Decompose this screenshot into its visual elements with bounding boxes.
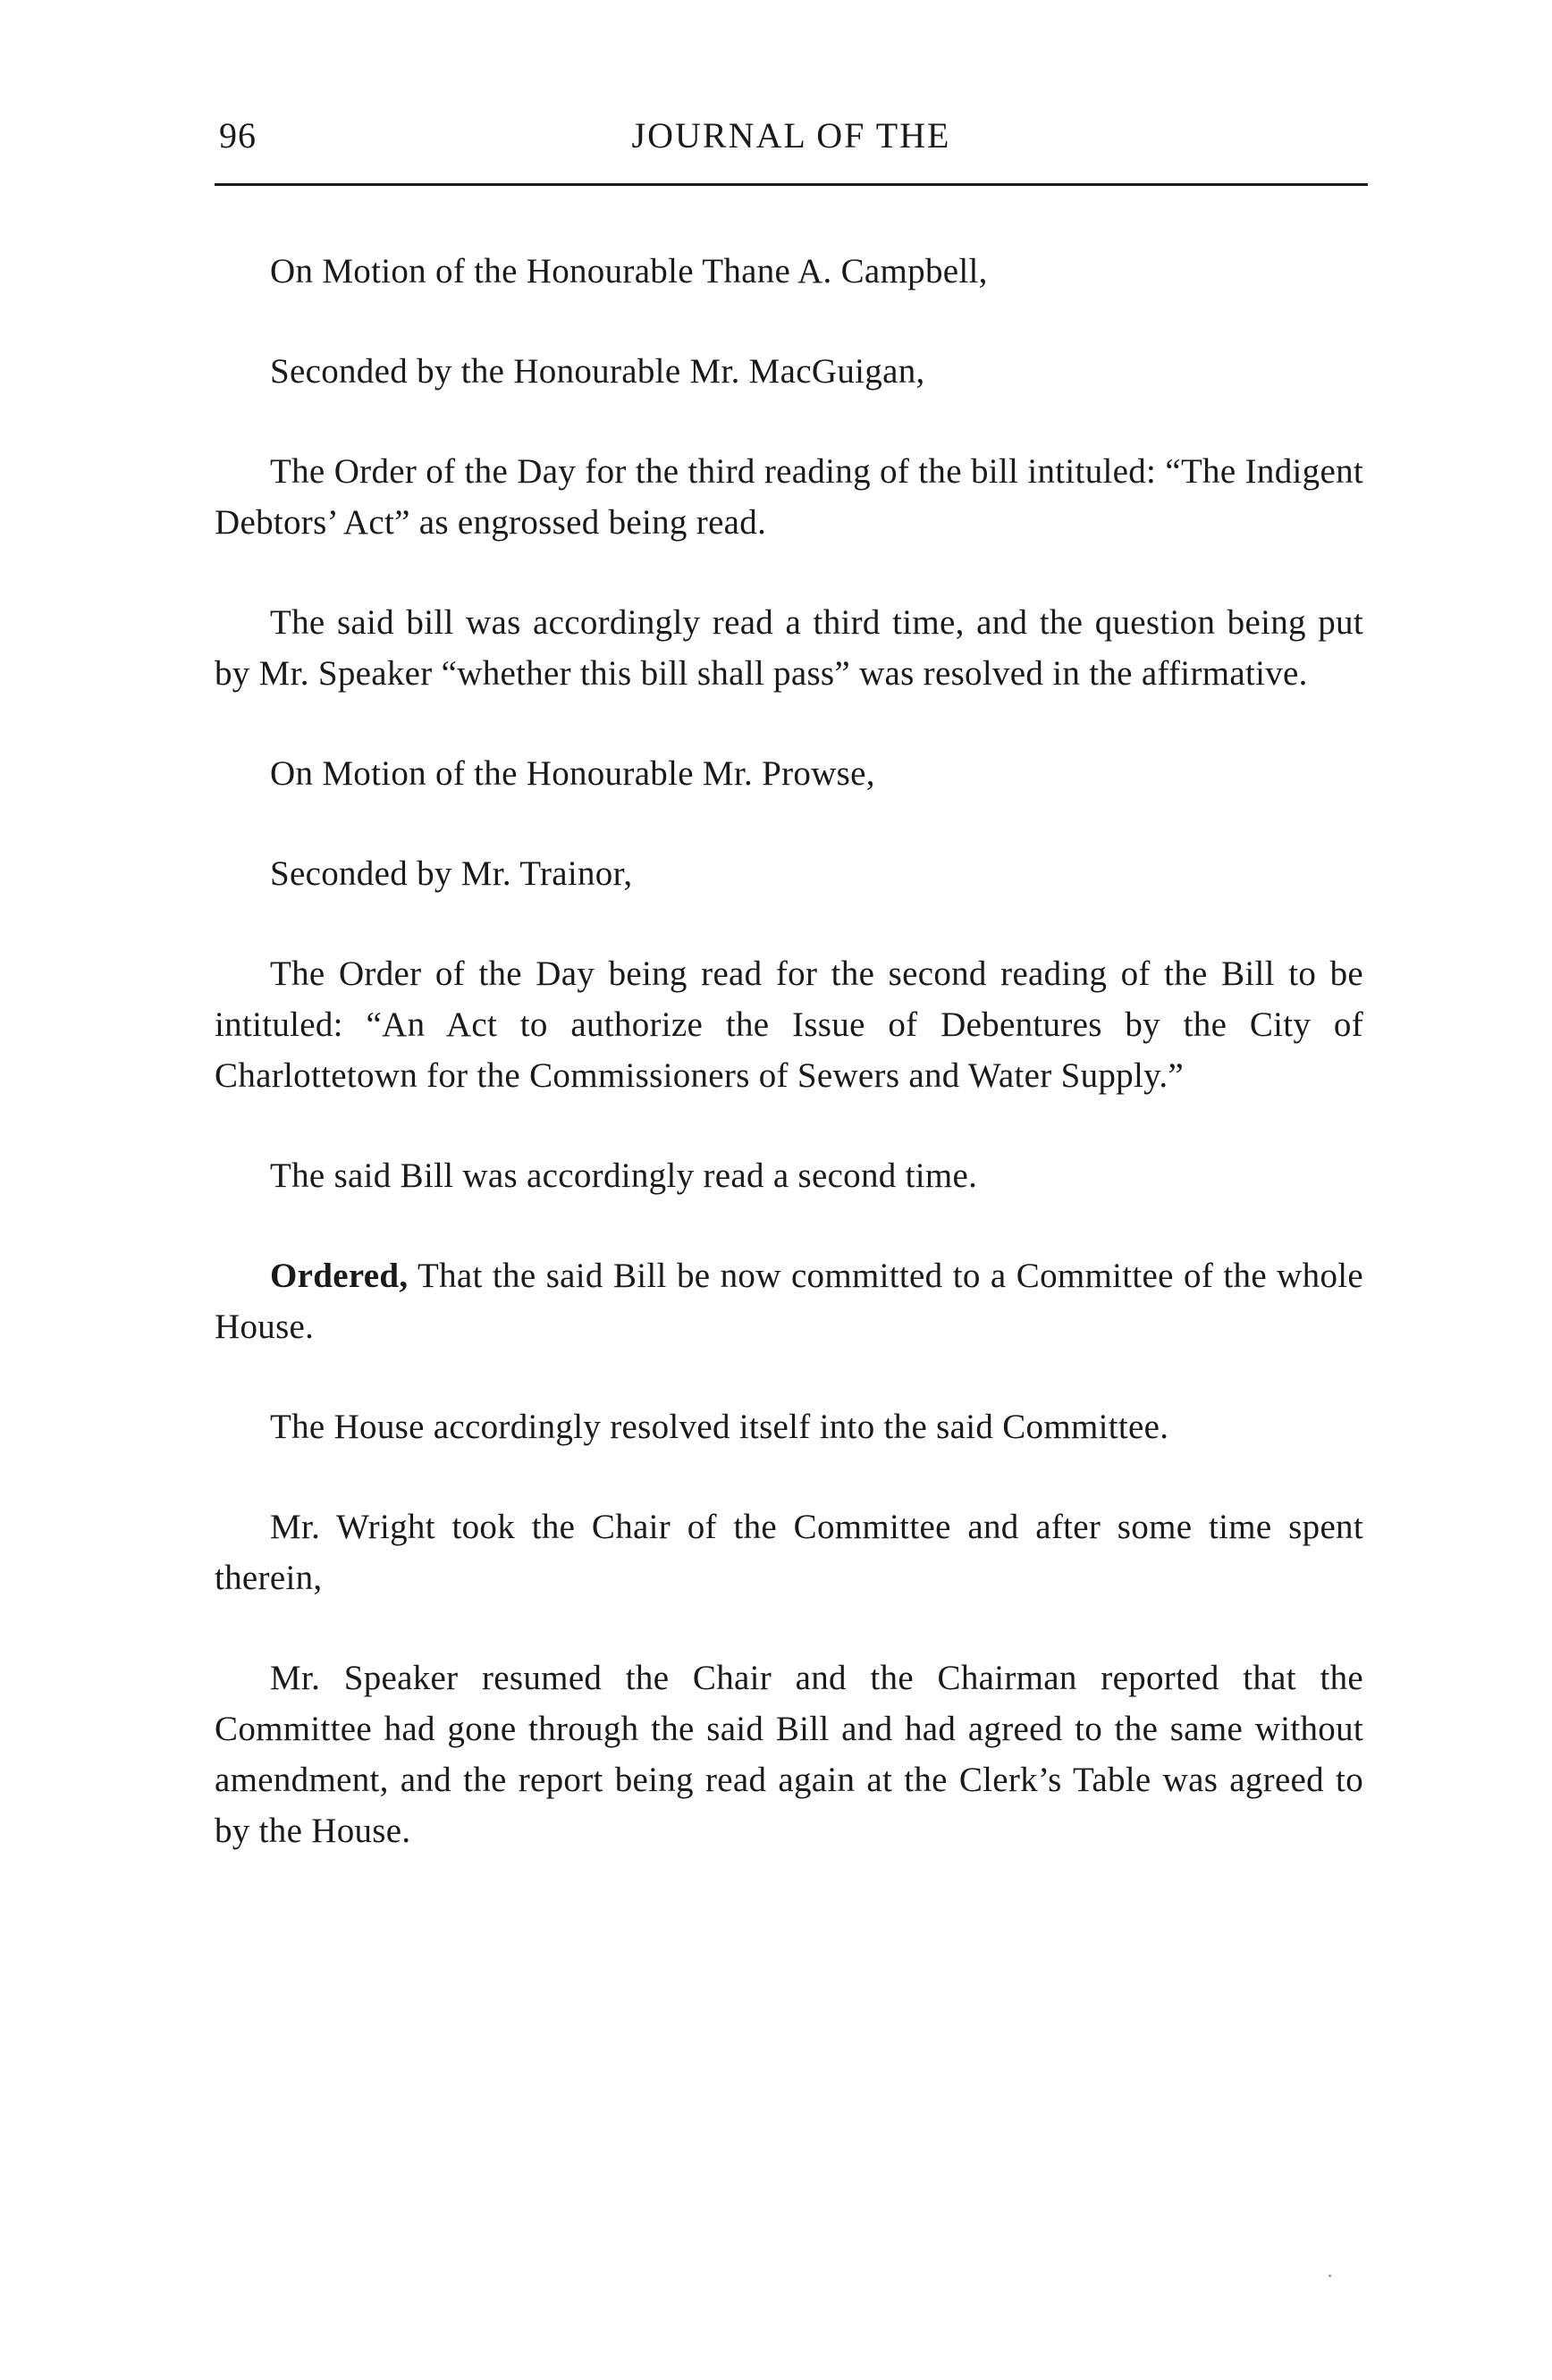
paragraph-seconded-trainor: Seconded by Mr. Trainor, xyxy=(270,854,633,893)
paragraph-motion-campbell: On Motion of the Honourable Thane A. Campbell, xyxy=(270,252,988,290)
paragraph-wright-chair: Mr. Wright took the Chair of the Committee and after some time spent therein, xyxy=(215,1508,1363,1597)
paragraph-read-second-time: The said Bill was accordingly read a second time. xyxy=(270,1156,978,1195)
paragraph-order-second-reading: The Order of the Day being read for the second reading of the Bill to be intituled: “An Act to authorize the Issue of Debentures by the City of Charlottetown for the Commissioners of Sewers and Water Supply.” xyxy=(215,955,1363,1095)
paragraph-ordered-committed xyxy=(215,1250,1363,1352)
journal-body xyxy=(215,246,1363,1905)
paragraph-seconded-macguigan: Seconded by the Honourable Mr. MacGuigan, xyxy=(270,352,925,391)
paragraph-speaker-resumed: Mr. Speaker resumed the Chair and the Chairman reported that the Committee had gone through the said Bill and had agreed to the same without amendment, and the report being read again at the Clerk’s Table was agreed to by the House. xyxy=(215,1659,1363,1850)
ordered-text: That the said Bill be now committed to a Committee of the whole House. xyxy=(215,1257,1363,1346)
header-rule xyxy=(215,183,1368,186)
running-head: JOURNAL OF THE xyxy=(631,115,951,156)
page-number: 96 xyxy=(219,115,257,156)
ordered-lead: Ordered, xyxy=(270,1257,409,1295)
paragraph-house-resolved: The House accordingly resolved itself into the said Committee. xyxy=(270,1408,1169,1446)
paragraph-order-third-reading: The Order of the Day for the third reading of the bill intituled: “The Indigent Debtors’ Act” as engrossed being read. xyxy=(215,452,1363,542)
page-header xyxy=(219,114,1363,168)
paragraph-bill-passed: The said bill was accordingly read a third time, and the question being put by Mr. Speaker “whether this bill shall pass” was resolved in the affirmative. xyxy=(215,603,1363,693)
print-speck xyxy=(1328,2275,1331,2277)
paragraph-motion-prowse: On Motion of the Honourable Mr. Prowse, xyxy=(270,754,875,793)
